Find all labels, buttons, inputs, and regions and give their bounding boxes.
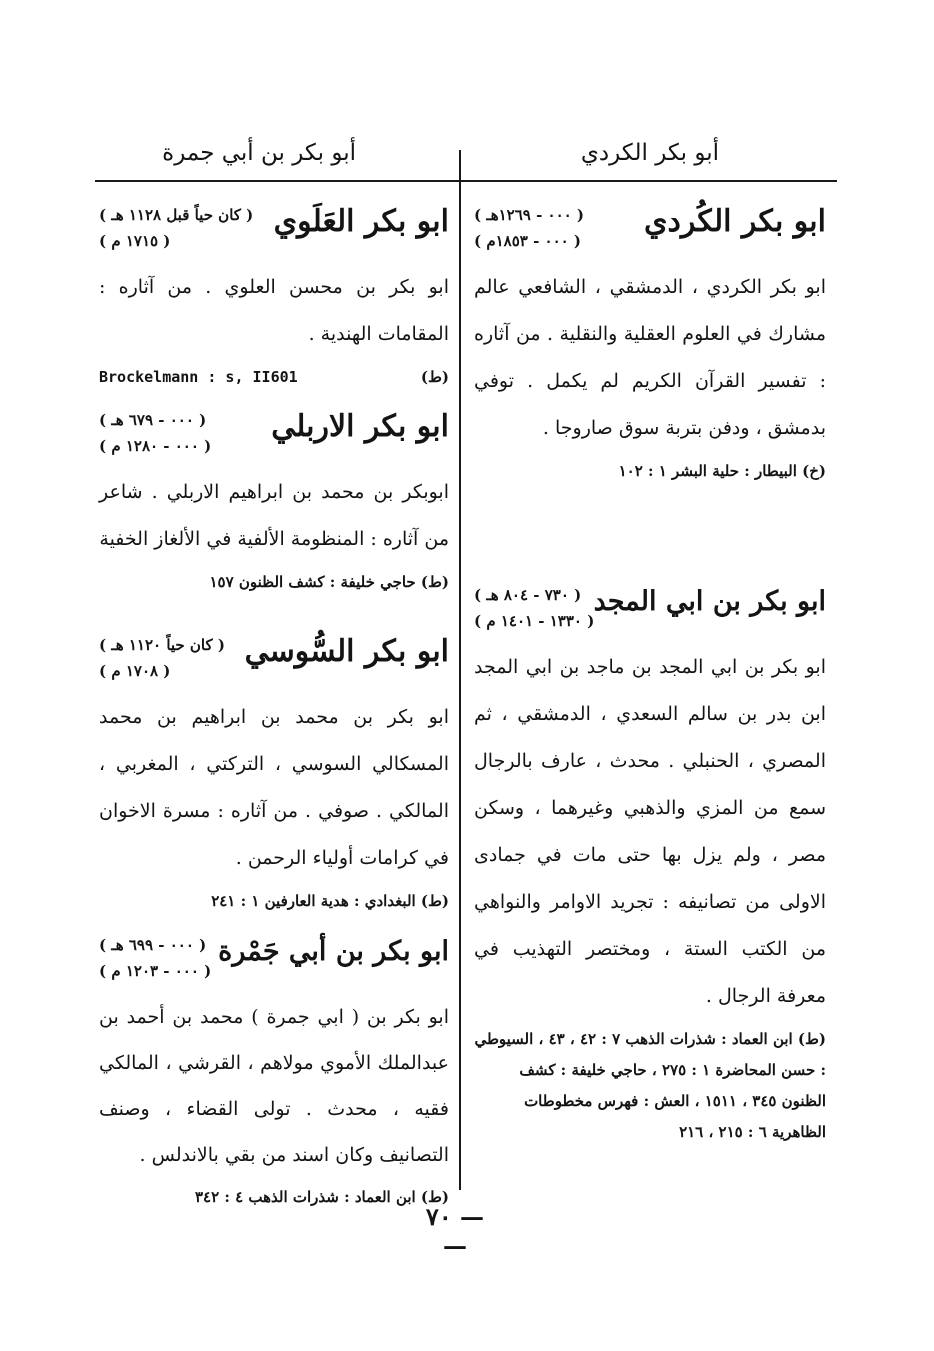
entry-dates: [99, 202, 253, 254]
entry-abu-bakr-ibn-abi-al-majd: [474, 580, 826, 1148]
entry-source: (ط) ابن العماد : شذرات الذهب ٧ : ٤٢ ، ٤٣ ، السيوطي : حسن المحاضرة ١ : ٢٧٥ ، حاجي خليفة : كشف الظنون ٣٤٥ ، ١٥١١ ، العش : فهرس مخطوطات الظاهرية ٦ : ٢١٥ ، ٢١٦: [474, 1030, 826, 1141]
entry-abu-bakr-al-alawi: [99, 200, 449, 405]
entry-body: ابو بكر بن محسن العلوي . من آثاره : المقامات الهندية .: [99, 276, 449, 345]
entry-dates: [474, 202, 584, 254]
entry-dates: [474, 582, 594, 634]
entry-abu-bakr-al-susi: [99, 630, 449, 930]
entry-dates: [99, 407, 211, 459]
entry-source: [99, 362, 449, 392]
entry-source: (ط) حاجي خليفة : كشف الظنون ١٥٧: [209, 573, 449, 591]
entry-body: ابو بكر بن ابي المجد بن ماجد بن ابي المجد ابن بدر بن سالم السعدي ، الدمشقي ، ثم المصري ، الحنبلي . محدث ، عارف بالرجال سمع من المزي والذهبي وغيرهما ، وسكن مصر ، ولم يزل بها حتى مات في جمادى الاولى من تصانيفه : تجريد الاوامر والنواهي من الكتب الستة ، ومختصر التهذيب في معرفة الرجال .: [474, 656, 826, 1007]
entry-body: ابو بكر بن محمد بن ابراهيم بن محمد المسكالي السوسي ، التركتي ، المغربي ، المالكي . صوفي . من آثاره : مسرة الاخوان في كرامات أولياء الرحمن .: [99, 706, 449, 869]
gregorian-dates: ( ١٧٠٨ م ): [99, 662, 171, 680]
entry-source: (خ) البيطار : حلية البشر ١ : ١٠٢: [618, 462, 826, 480]
entry-abu-bakr-al-irbili: [99, 405, 449, 630]
gregorian-dates: ( ٠٠٠ - ١٢٠٣ م ): [99, 962, 212, 980]
entry-abu-bakr-ibn-abi-jamra: [99, 930, 449, 1212]
entry-name: ابو بكر بن أبي جَمْرة: [218, 936, 449, 967]
entry-name: ابو بكر بن ابي المجد: [593, 586, 826, 617]
source-reference: Brockelmann : s, II601: [99, 368, 298, 386]
column-divider: [459, 150, 461, 1190]
entry-dates: [99, 632, 225, 684]
gregorian-dates: ( ١٣٣٠ - ١٤٠١ م ): [474, 612, 595, 630]
hijri-dates: ( ٠٠٠ - ٦٩٩ هـ ): [99, 936, 207, 954]
entry-name: ابو بكر السُّوسي: [244, 634, 449, 669]
entry-source: (ط) البغدادي : هدية العارفين ١ : ٢٤١: [211, 892, 449, 910]
running-head-left: أبو بكر بن أبي جمرة: [162, 140, 356, 166]
entry-dates: [99, 932, 211, 984]
entry-body: ابو بكر بن ( ابي جمرة ) محمد بن أحمد بن عبدالملك الأموي مولاهم ، القرشي ، المالكي فقيه ، محدث . تولى القضاء ، وصنف التصانيف وكان اسند من بقي بالاندلس .: [99, 1006, 449, 1166]
entry-body: ابوبكر بن محمد بن ابراهيم الاربلي . شاعر من آثاره : المنظومة الألفية في الألغاز الخفية: [99, 481, 449, 550]
entry-abu-bakr-al-kurdi: [474, 200, 826, 580]
left-column: [99, 200, 449, 1212]
hijri-dates: ( ٠٠٠ - ١٢٦٩هـ ): [474, 206, 585, 224]
entry-source: (ط) ابن العماد : شذرات الذهب ٤ : ٣٤٢: [194, 1188, 449, 1206]
gregorian-dates: ( ١٧١٥ م ): [99, 232, 171, 250]
hijri-dates: ( كان حياً قبل ١١٢٨ هـ ): [99, 206, 254, 224]
gregorian-dates: ( ٠٠٠ - ١٨٥٣م ): [474, 232, 582, 250]
page-number: — ٧٠ —: [425, 1202, 485, 1260]
hijri-dates: ( ٠٠٠ - ٦٧٩ هـ ): [99, 411, 207, 429]
gregorian-dates: ( ٠٠٠ - ١٢٨٠ م ): [99, 437, 212, 455]
running-head-right: أبو بكر الكردي: [580, 140, 719, 166]
entry-body: ابو بكر الكردي ، الدمشقي ، الشافعي عالم مشارك في العلوم العقلية والنقلية . من آثاره : تفسير القرآن الكريم لم يكمل . توفي بدمشق ، ودفن بتربة سوق صاروجا .: [474, 276, 826, 439]
entry-name: ابو بكر العَلَوي: [273, 204, 449, 239]
source-marker: (ط): [420, 368, 449, 386]
hijri-dates: ( ٧٣٠ - ٨٠٤ هـ ): [474, 586, 582, 604]
right-column: [474, 200, 826, 1148]
header-rule: [95, 180, 837, 182]
hijri-dates: ( كان حياً ١١٢٠ هـ ): [99, 636, 225, 654]
entry-name: ابو بكر الكُردي: [644, 204, 826, 239]
entry-name: ابو بكر الاربلي: [271, 409, 449, 444]
